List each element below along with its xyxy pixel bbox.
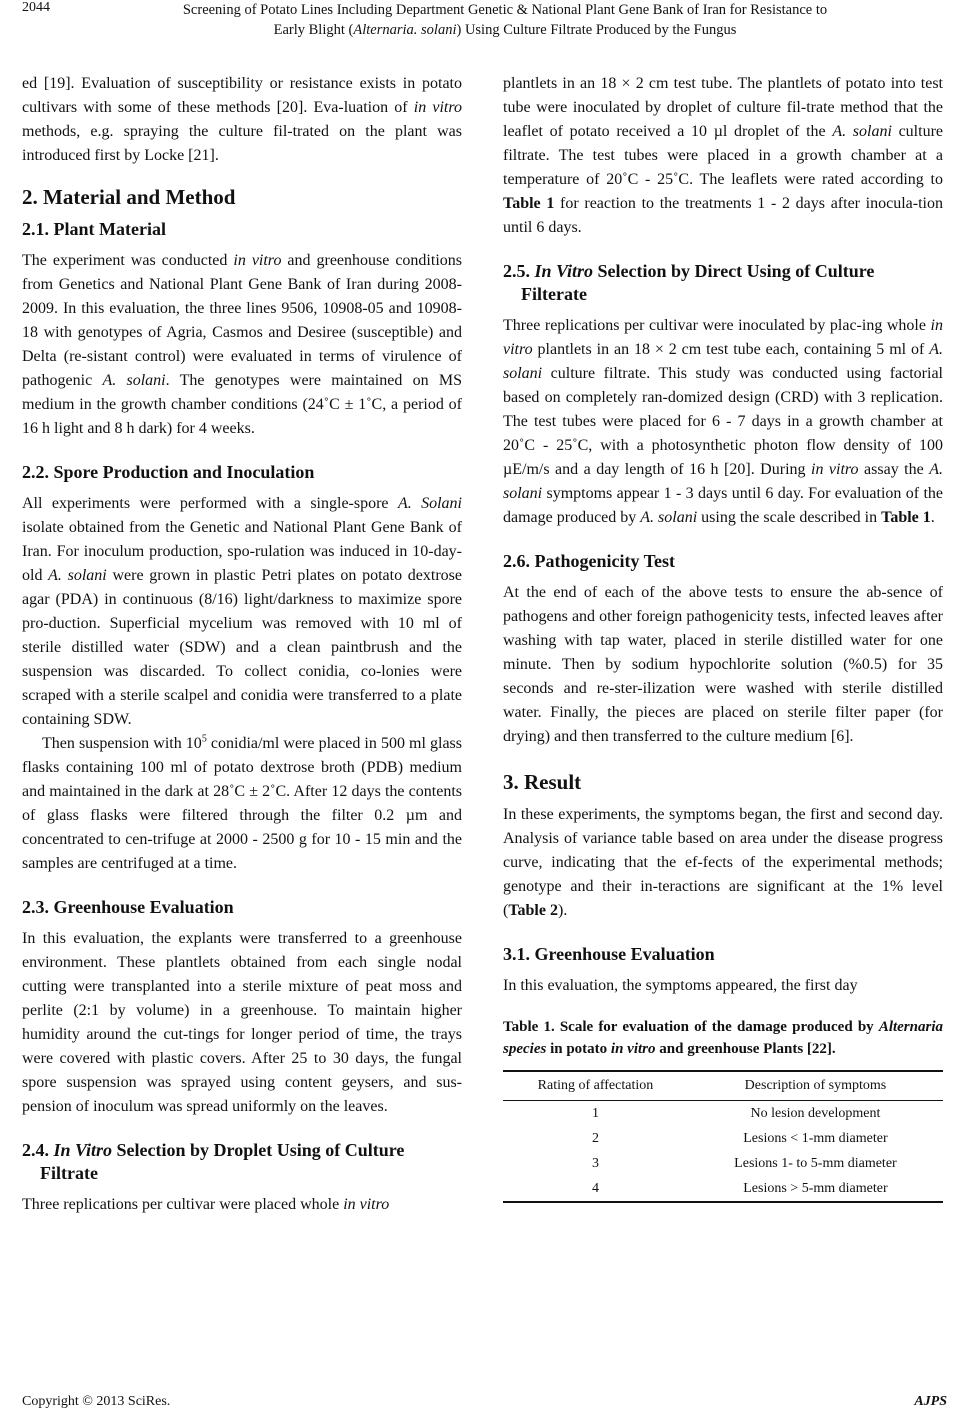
subsection-heading-spore-production: 2.2. Spore Production and Inoculation [22,462,315,482]
table-header-rating: Rating of affectation [503,1071,688,1101]
subsection-heading-droplet-selection: 2.4. In Vitro Selection by Droplet Using of Culture Filtrate [22,1140,405,1183]
section-heading-result: 3. Result [503,770,582,794]
header-line-1: Screening of Potato Lines Including Department Genetic & National Plant Gene Bank of Iran for Resistance to [182,2,828,18]
table-cell-description: No lesion development [750,1106,881,1121]
table-1 [503,1070,943,1203]
paragraph-droplet-start: Three replications per cultivar were placed whole in vitro [22,1196,390,1213]
table-header-description: Description of symptoms [688,1071,943,1101]
paragraph-spore-suspension: Then suspension with $10^5$ conidia/ml were placed in 500 ml glass flasks containing 100 ml of potato dextrose broth (PDB) medium and maintained in the dark at 28˚C ± 2˚C. After 12 days the contents of glass flasks were filtered through the filter 0.2 µm and concentrated to cen-trifuge at 2000 - 2500 g for 10 - 15 min and the samples are centrifuged at a time. [22,733,463,872]
table-cell-description: Lesions > 5-mm diameter [688,1176,943,1202]
paragraph-greenhouse-result: In this evaluation, the symptoms appeared, the first day [503,977,858,994]
paragraph-result: In these experiments, the symptoms began, the first and second day. Analysis of variance table based on area under the disease progress curve, indicating that the ef-fects of the experimental methods; genotype and their in-teractions are significant at the 1% level (Table 2). [503,806,943,919]
table-header-row [503,1071,943,1101]
table-row [503,1151,943,1176]
paragraph-direct-selection: Three replications per cultivar were inoculated by plac-ing whole in vitro plantlets in an 18 × 2 cm test tube each, containing 5 ml of A. solani culture filtrate. This study was conducted using factorial based on completely ran-domized design (CRD) with 3 replication. The test tubes were placed for 6 - 7 days in a growth chamber at 20˚C - 25˚C, with a photosynthetic photon flow density of 100 µE/m/s and a day length of 16 h [20]. During in vitro assay the A. solani symptoms appear 1 - 3 days until 6 day. For evaluation of the damage produced by A. solani using the scale described in Table 1. [503,317,943,526]
subsection-heading-plant-material: 2.1. Plant Material [22,219,166,239]
paragraph-plant-material: The experiment was conducted in vitro and greenhouse conditions from Genetics and National Plant Gene Bank of Iran during 2008-2009. In this evaluation, the three lines 9506, 10908-05 and 10908-18 with genotypes of Agria, Casmos and Desiree (susceptible) and Delta (re-sistant control) were evaluated in terms of virulence of pathogenic A. solani. The genotypes were maintained on MS medium in the growth chamber conditions (24˚C ± 1˚C, a period of 16 h light and 8 h dark) for 4 weeks. [22,252,463,437]
table-row [503,1176,943,1202]
table-cell-description: Lesions < 1-mm diameter [743,1131,888,1146]
table-cell-rating: 2 [591,1131,599,1146]
paragraph-spore-production: All experiments were performed with a single-spore A. Solani isolate obtained from the Genetic and National Plant Gene Bank of Iran. For inoculum production, spo-rulation was induced in 10-day-old A. solani were grown in plastic Petri plates on potato dextrose agar (PDA) in continuous (8/16) light/darkness to maximize spore pro-duction. Superficial mycelium was removed with 10 ml of sterile distilled water (SDW) and a clean paintbrush and the suspension was discarded. To collect conidia, co-lonies were scraped with a sterile scalpel and conidia were transferred to a plate containing SDW. [22,495,463,728]
footer-copyright: Copyright © 2013 SciRes. [22,1394,171,1409]
paragraph-pathogenicity-test: At the end of each of the above tests to ensure the ab-sence of pathogens and other foreign pathogenicity tests, infected leaves after washing with tap water, placed in sterile distilled water for one minute. Then by sodium hypochlorite solution (%0.5) for 35 seconds and re-ster-ilization were washed with sterile distilled water. Finally, the pieces are placed on sterile filter paper (for drying) and then transferred to the culture medium [6]. [503,584,943,745]
left-column [22,72,462,1217]
table-cell-rating: 1 [591,1106,599,1121]
subsection-heading-greenhouse-evaluation-result: 3.1. Greenhouse Evaluation [503,944,715,964]
page-number: 2044 [22,0,50,15]
table-1-caption: Table 1. Scale for evaluation of the damage produced by Alternaria species in potato in vitro and greenhouse Plants [22]. [503,1019,943,1057]
table-cell-rating: 3 [591,1156,599,1171]
table-row [503,1126,943,1151]
paragraph-intro: ed [19]. Evaluation of susceptibility or resistance exists in potato cultivars with some of these methods [20]. Eva-luation of in vitro methods, e.g. spraying the culture fil-trated on the plant was introduced first by Locke [21]. [22,75,462,164]
footer-journal: AJPS [914,1394,947,1409]
paragraph-droplet-continued: plantlets in an 18 × 2 cm test tube. The plantlets of potato into test tube were inoculated by droplet of culture fil-trate method that the leaflet of potato received a 10 µl droplet of the A. solani culture filtrate. The test tubes were placed in a growth chamber at a temperature of 20˚C - 25˚C. The leaflets were rated according to Table 1 for reaction to the treatments 1 - 2 days after inocula-tion until 6 days. [503,75,943,236]
table-cell-rating: 4 [503,1176,688,1202]
table-row [503,1101,943,1127]
right-column [503,72,943,1203]
paragraph-greenhouse-evaluation: In this evaluation, the explants were transferred to a greenhouse environment. These plantlets obtained from each single nodal cutting were transplanted into a sterile mixture of peat moss and perlite (2:1 by volume) in a greenhouse. To maintain higher humidity around the cut-tings for longer period of time, the trays were covered with plastic covers. After 25 to 30 days, the fungal spore suspension was sprayed using content geysers, and sus-pension of inoculum was spread uniformly on the leaves. [22,930,462,1115]
running-header [60,0,950,40]
table-cell-description: Lesions 1- to 5-mm diameter [734,1156,897,1171]
subsection-heading-pathogenicity-test: 2.6. Pathogenicity Test [503,551,676,571]
section-heading-material-method: 2. Material and Method [22,185,236,209]
subsection-heading-direct-selection: 2.5. In Vitro Selection by Direct Using of Culture Filterate [503,261,875,304]
subsection-heading-greenhouse-evaluation: 2.3. Greenhouse Evaluation [22,897,234,917]
header-line-2: Early Blight (Alternaria. solani) Using Culture Filtrate Produced by the Fungus [273,22,737,38]
